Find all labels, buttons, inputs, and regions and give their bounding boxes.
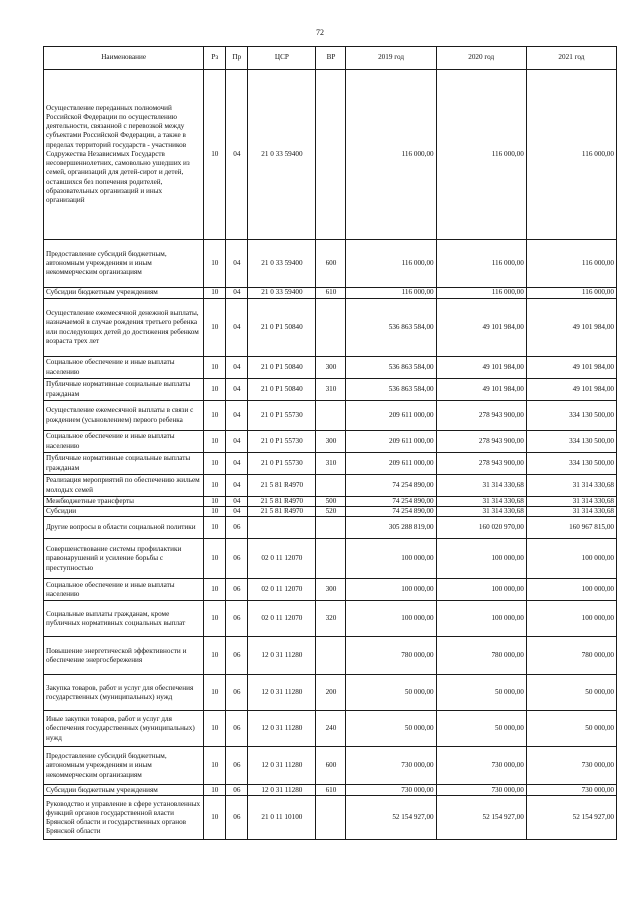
row-name: Субсидии бюджетным учреждениям — [44, 288, 204, 299]
row-pr: 04 — [226, 357, 248, 379]
row-rz: 10 — [204, 431, 226, 453]
row-name: Публичные нормативные социальные выплаты гражданам — [44, 453, 204, 475]
row-2020: 49 101 984,00 — [436, 299, 526, 357]
header-rz: Рз — [204, 47, 226, 70]
row-2021: 50 000,00 — [526, 711, 616, 747]
row-2021: 52 154 927,00 — [526, 796, 616, 840]
row-2020: 50 000,00 — [436, 675, 526, 711]
row-pr: 04 — [226, 475, 248, 497]
row-2021: 780 000,00 — [526, 637, 616, 675]
row-2021: 730 000,00 — [526, 747, 616, 785]
row-rz: 10 — [204, 517, 226, 539]
row-csr: 12 0 31 11280 — [248, 785, 316, 796]
row-2021: 50 000,00 — [526, 675, 616, 711]
table-row — [44, 517, 617, 539]
row-2020: 730 000,00 — [436, 747, 526, 785]
row-2020: 100 000,00 — [436, 601, 526, 637]
table-row — [44, 475, 617, 497]
row-vr — [316, 70, 346, 240]
row-rz: 10 — [204, 453, 226, 475]
header-csr: ЦСР — [248, 47, 316, 70]
table-header-row — [44, 47, 617, 70]
row-pr: 06 — [226, 579, 248, 601]
row-vr: 300 — [316, 431, 346, 453]
row-pr: 04 — [226, 453, 248, 475]
row-vr: 500 — [316, 497, 346, 507]
table-row — [44, 711, 617, 747]
table-row — [44, 357, 617, 379]
row-name: Предоставление субсидий бюджетным, автономным учреждениям и иным некоммерческим организациям — [44, 747, 204, 785]
row-vr: 520 — [316, 507, 346, 517]
row-rz: 10 — [204, 601, 226, 637]
row-vr: 610 — [316, 288, 346, 299]
row-name: Публичные нормативные социальные выплаты гражданам — [44, 379, 204, 401]
row-2019: 305 288 819,00 — [346, 517, 436, 539]
table-row — [44, 507, 617, 517]
row-2019: 52 154 927,00 — [346, 796, 436, 840]
row-rz: 10 — [204, 747, 226, 785]
table-row — [44, 675, 617, 711]
row-name: Социальное обеспечение и иные выплаты населению — [44, 357, 204, 379]
row-2019: 536 863 584,00 — [346, 357, 436, 379]
table-row — [44, 240, 617, 288]
row-csr: 21 0 33 59400 — [248, 240, 316, 288]
row-name: Субсидии — [44, 507, 204, 517]
row-2020: 31 314 330,68 — [436, 507, 526, 517]
row-2020: 31 314 330,68 — [436, 475, 526, 497]
row-2021: 160 967 815,00 — [526, 517, 616, 539]
row-2021: 100 000,00 — [526, 579, 616, 601]
row-name: Совершенствование системы профилактики правонарушений и усиление борьбы с преступностью — [44, 539, 204, 579]
row-pr: 06 — [226, 711, 248, 747]
row-vr: 320 — [316, 601, 346, 637]
row-rz: 10 — [204, 475, 226, 497]
row-2020: 100 000,00 — [436, 579, 526, 601]
row-csr: 12 0 31 11280 — [248, 747, 316, 785]
row-rz: 10 — [204, 240, 226, 288]
row-rz: 10 — [204, 401, 226, 431]
row-name: Реализация мероприятий по обеспечению жильем молодых семей — [44, 475, 204, 497]
row-pr: 06 — [226, 637, 248, 675]
table-row — [44, 539, 617, 579]
row-vr: 600 — [316, 747, 346, 785]
row-name: Другие вопросы в области социальной политики — [44, 517, 204, 539]
row-2021: 116 000,00 — [526, 240, 616, 288]
table-row — [44, 299, 617, 357]
row-rz: 10 — [204, 288, 226, 299]
row-name: Закупка товаров, работ и услуг для обеспечения государственных (муниципальных) нужд — [44, 675, 204, 711]
row-pr: 04 — [226, 401, 248, 431]
row-vr: 600 — [316, 240, 346, 288]
row-rz: 10 — [204, 299, 226, 357]
page-number: 72 — [316, 28, 324, 37]
row-2019: 116 000,00 — [346, 70, 436, 240]
row-2020: 730 000,00 — [436, 785, 526, 796]
row-rz: 10 — [204, 711, 226, 747]
table-row — [44, 401, 617, 431]
row-pr: 04 — [226, 288, 248, 299]
row-csr: 21 5 81 R4970 — [248, 497, 316, 507]
table-row — [44, 453, 617, 475]
header-2021: 2021 год — [526, 47, 616, 70]
row-2020: 278 943 900,00 — [436, 401, 526, 431]
row-csr: 21 0 P1 50840 — [248, 357, 316, 379]
row-csr: 21 0 P1 55730 — [248, 453, 316, 475]
table-row — [44, 431, 617, 453]
table-row — [44, 601, 617, 637]
row-csr: 12 0 31 11280 — [248, 711, 316, 747]
row-2019: 74 254 890,00 — [346, 507, 436, 517]
row-name: Межбюджетные трансферты — [44, 497, 204, 507]
table-row — [44, 579, 617, 601]
row-csr: 21 0 33 59400 — [248, 288, 316, 299]
row-name: Осуществление ежемесячной денежной выплаты, назначаемой в случае рождения третьего ребенка или последующих детей до достижения ребенком возраста трех лет — [44, 299, 204, 357]
row-pr: 04 — [226, 240, 248, 288]
row-pr: 04 — [226, 299, 248, 357]
row-2021: 31 314 330,68 — [526, 497, 616, 507]
row-csr: 02 0 11 12070 — [248, 601, 316, 637]
row-2019: 209 611 000,00 — [346, 453, 436, 475]
row-2019: 536 863 584,00 — [346, 299, 436, 357]
row-csr — [248, 517, 316, 539]
row-vr — [316, 475, 346, 497]
row-name: Социальное обеспечение и иные выплаты населению — [44, 431, 204, 453]
row-vr: 300 — [316, 357, 346, 379]
row-2019: 116 000,00 — [346, 288, 436, 299]
header-pr: Пр — [226, 47, 248, 70]
row-csr: 02 0 11 12070 — [248, 539, 316, 579]
row-2019: 74 254 890,00 — [346, 497, 436, 507]
row-csr: 21 5 81 R4970 — [248, 475, 316, 497]
table-row — [44, 785, 617, 796]
row-2020: 116 000,00 — [436, 288, 526, 299]
row-pr: 04 — [226, 507, 248, 517]
row-name: Субсидии бюджетным учреждениям — [44, 785, 204, 796]
row-2021: 49 101 984,00 — [526, 357, 616, 379]
row-name: Предоставление субсидий бюджетным, автономным учреждениям и иным некоммерческим организациям — [44, 240, 204, 288]
row-2020: 780 000,00 — [436, 637, 526, 675]
row-2020: 116 000,00 — [436, 70, 526, 240]
row-2020: 278 943 900,00 — [436, 453, 526, 475]
row-vr: 610 — [316, 785, 346, 796]
row-pr: 06 — [226, 517, 248, 539]
header-name: Наименование — [44, 47, 204, 70]
row-2019: 780 000,00 — [346, 637, 436, 675]
row-2021: 730 000,00 — [526, 785, 616, 796]
row-csr: 02 0 11 12070 — [248, 579, 316, 601]
table-row — [44, 497, 617, 507]
row-2020: 278 943 900,00 — [436, 431, 526, 453]
row-2020: 50 000,00 — [436, 711, 526, 747]
row-csr: 21 0 P1 50840 — [248, 299, 316, 357]
row-csr: 21 0 P1 50840 — [248, 379, 316, 401]
header-vr: ВР — [316, 47, 346, 70]
row-csr: 21 0 P1 55730 — [248, 401, 316, 431]
row-rz: 10 — [204, 507, 226, 517]
row-2021: 116 000,00 — [526, 70, 616, 240]
row-pr: 06 — [226, 675, 248, 711]
row-2020: 49 101 984,00 — [436, 379, 526, 401]
row-2019: 100 000,00 — [346, 539, 436, 579]
table-row — [44, 379, 617, 401]
row-csr: 21 0 33 59400 — [248, 70, 316, 240]
table-body — [44, 70, 617, 840]
row-pr: 06 — [226, 785, 248, 796]
row-pr: 06 — [226, 539, 248, 579]
header-2019: 2019 год — [346, 47, 436, 70]
row-2019: 100 000,00 — [346, 579, 436, 601]
row-2021: 100 000,00 — [526, 539, 616, 579]
row-2020: 31 314 330,68 — [436, 497, 526, 507]
row-pr: 04 — [226, 431, 248, 453]
row-name: Руководство и управление в сфере установленных функций органов государственной власти Брянской области и государственных органов Брянской области — [44, 796, 204, 840]
row-2019: 209 611 000,00 — [346, 431, 436, 453]
row-rz: 10 — [204, 796, 226, 840]
table-row — [44, 288, 617, 299]
row-name: Повышение энергетической эффективности и обеспечение энергосбережения — [44, 637, 204, 675]
row-2021: 49 101 984,00 — [526, 379, 616, 401]
row-vr: 200 — [316, 675, 346, 711]
row-csr: 21 0 P1 55730 — [248, 431, 316, 453]
row-2019: 116 000,00 — [346, 240, 436, 288]
row-rz: 10 — [204, 379, 226, 401]
row-vr — [316, 517, 346, 539]
row-2019: 209 611 000,00 — [346, 401, 436, 431]
row-pr: 06 — [226, 796, 248, 840]
row-rz: 10 — [204, 579, 226, 601]
header-2020: 2020 год — [436, 47, 526, 70]
budget-table — [43, 46, 617, 840]
table-row — [44, 70, 617, 240]
row-vr — [316, 539, 346, 579]
row-vr: 240 — [316, 711, 346, 747]
row-csr: 12 0 31 11280 — [248, 637, 316, 675]
row-vr: 300 — [316, 579, 346, 601]
row-2021: 31 314 330,68 — [526, 507, 616, 517]
row-2021: 334 130 500,00 — [526, 401, 616, 431]
row-2019: 730 000,00 — [346, 747, 436, 785]
row-2020: 116 000,00 — [436, 240, 526, 288]
row-2020: 160 020 970,00 — [436, 517, 526, 539]
row-2019: 730 000,00 — [346, 785, 436, 796]
row-vr: 310 — [316, 379, 346, 401]
row-2021: 31 314 330,68 — [526, 475, 616, 497]
row-2020: 100 000,00 — [436, 539, 526, 579]
row-rz: 10 — [204, 539, 226, 579]
row-2020: 52 154 927,00 — [436, 796, 526, 840]
row-vr: 310 — [316, 453, 346, 475]
row-2021: 116 000,00 — [526, 288, 616, 299]
row-name: Социальные выплаты гражданам, кроме публичных нормативных социальных выплат — [44, 601, 204, 637]
row-vr — [316, 299, 346, 357]
row-vr — [316, 637, 346, 675]
row-2020: 49 101 984,00 — [436, 357, 526, 379]
row-pr: 06 — [226, 601, 248, 637]
row-name: Осуществление ежемесячной выплаты в связи с рождением (усыновлением) первого ребенка — [44, 401, 204, 431]
row-pr: 04 — [226, 497, 248, 507]
table-row — [44, 796, 617, 840]
row-rz: 10 — [204, 637, 226, 675]
row-csr: 12 0 31 11280 — [248, 675, 316, 711]
row-pr: 06 — [226, 747, 248, 785]
table-row — [44, 637, 617, 675]
row-csr: 21 5 81 R4970 — [248, 507, 316, 517]
row-vr — [316, 796, 346, 840]
row-pr: 04 — [226, 70, 248, 240]
row-rz: 10 — [204, 675, 226, 711]
row-rz: 10 — [204, 357, 226, 379]
row-2021: 49 101 984,00 — [526, 299, 616, 357]
row-2019: 100 000,00 — [346, 601, 436, 637]
row-rz: 10 — [204, 785, 226, 796]
row-csr: 21 0 11 10100 — [248, 796, 316, 840]
row-2019: 50 000,00 — [346, 675, 436, 711]
row-2021: 100 000,00 — [526, 601, 616, 637]
row-vr — [316, 401, 346, 431]
row-2021: 334 130 500,00 — [526, 431, 616, 453]
row-2021: 334 130 500,00 — [526, 453, 616, 475]
row-name: Социальное обеспечение и иные выплаты населению — [44, 579, 204, 601]
row-name: Осуществление переданных полномочий Российской Федерации по осуществлению деятельности, связанной с перевозкой между субъектами Российской Федерации, а также в пределах территорий государств - участников Содружества Независимых Государств несовершеннолетних, самовольно ушедших из семей, организаций для детей-сирот и детей, оставшихся без попечения родителей, образовательных организаций и иных организаций — [44, 70, 204, 240]
row-rz: 10 — [204, 497, 226, 507]
row-2019: 50 000,00 — [346, 711, 436, 747]
row-2019: 536 863 584,00 — [346, 379, 436, 401]
row-rz: 10 — [204, 70, 226, 240]
row-pr: 04 — [226, 379, 248, 401]
row-name: Иные закупки товаров, работ и услуг для обеспечения государственных (муниципальных) нужд — [44, 711, 204, 747]
row-2019: 74 254 890,00 — [346, 475, 436, 497]
table-row — [44, 747, 617, 785]
